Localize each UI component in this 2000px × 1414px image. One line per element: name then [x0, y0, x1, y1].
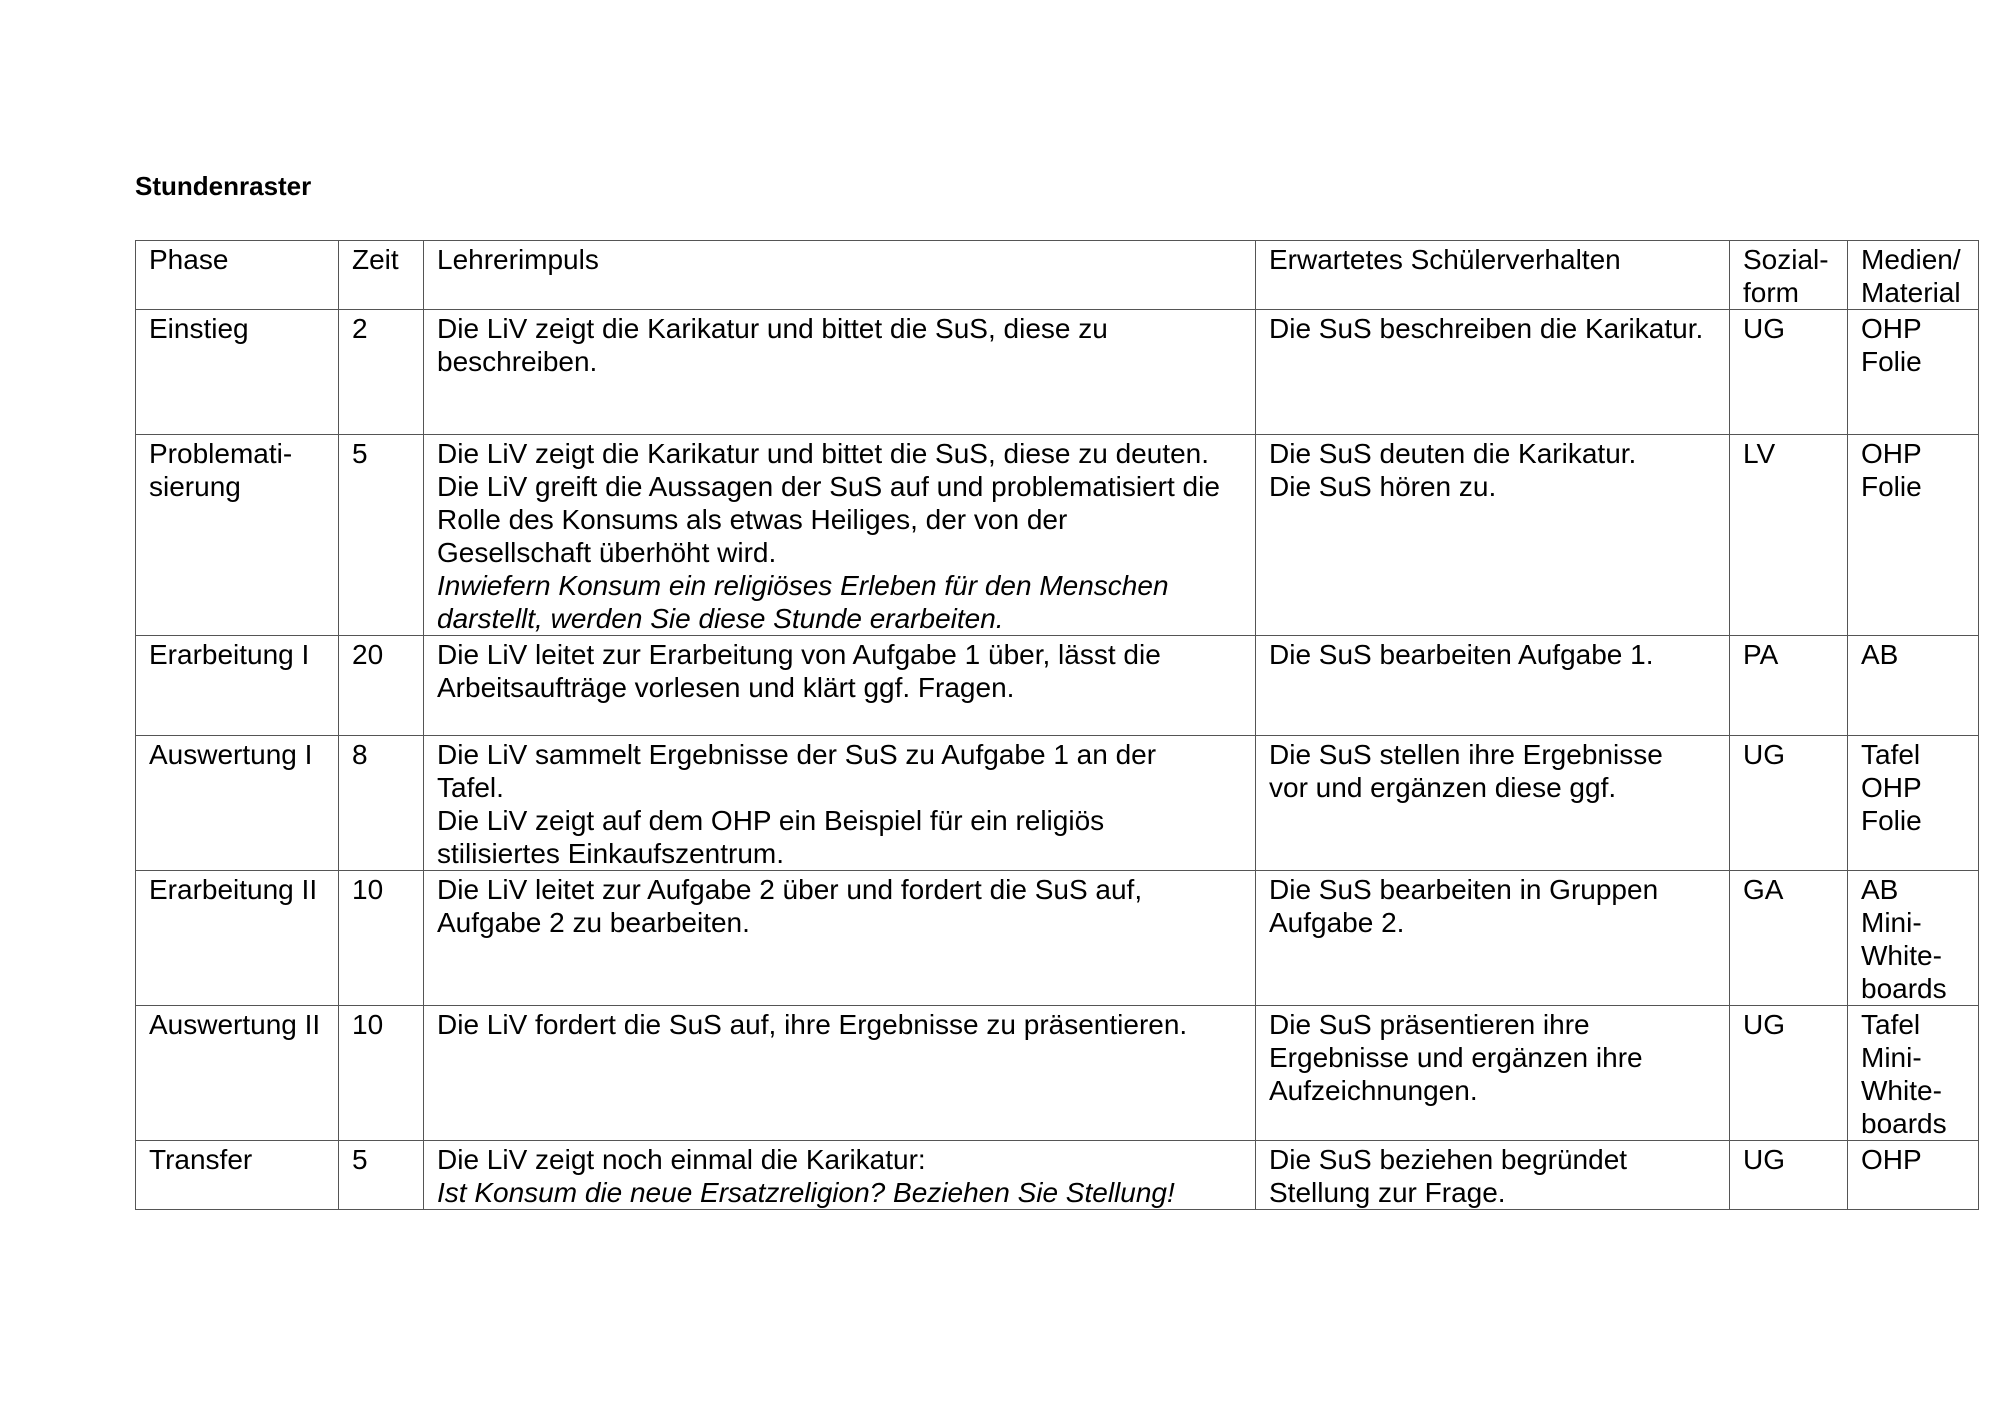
medien-text: boards: [1861, 1108, 1947, 1139]
cell-zeit: [339, 736, 424, 871]
sozialform-text: GA: [1743, 874, 1784, 905]
cell-medien: [1848, 871, 1979, 1006]
cell-zeit: [339, 636, 424, 736]
cell-schuelerverhalten: [1256, 310, 1730, 435]
column-header-phase: [136, 241, 339, 310]
zeit-text: 20: [352, 639, 384, 670]
cell-medien: [1848, 1006, 1979, 1141]
lehrerimpuls-text: Aufgabe 2 zu bearbeiten.: [437, 907, 750, 938]
cell-schuelerverhalten: [1256, 636, 1730, 736]
zeit-text: 8: [352, 739, 368, 770]
sozialform-text: LV: [1743, 438, 1776, 469]
table-row: [136, 435, 1979, 636]
cell-zeit: [339, 310, 424, 435]
medien-text: White-: [1861, 940, 1942, 971]
schuelerverhalten-text: Die SuS deuten die Karikatur.: [1269, 438, 1637, 469]
cell-lehrerimpuls: [424, 1141, 1256, 1210]
sozialform-text: UG: [1743, 1144, 1785, 1175]
schuelerverhalten-text: Aufzeichnungen.: [1269, 1075, 1478, 1106]
header-text: Erwartetes Schülerverhalten: [1269, 244, 1621, 275]
phase-text: sierung: [149, 471, 241, 502]
column-header-lehrer: [424, 241, 1256, 310]
phase-text: Erarbeitung I: [149, 639, 310, 670]
column-header-schueler: [1256, 241, 1730, 310]
column-header-zeit: [339, 241, 424, 310]
cell-lehrerimpuls: [424, 636, 1256, 736]
cell-zeit: [339, 1006, 424, 1141]
cell-medien: [1848, 636, 1979, 736]
lehrerimpuls-text: Inwiefern Konsum ein religiöses Erleben für den Menschen: [437, 570, 1169, 601]
lehrerimpuls-text: Ist Konsum die neue Ersatzreligion? Beziehen Sie Stellung!: [437, 1177, 1175, 1208]
cell-sozialform: [1730, 435, 1848, 636]
cell-lehrerimpuls: [424, 736, 1256, 871]
cell-medien: [1848, 435, 1979, 636]
sozialform-text: UG: [1743, 739, 1785, 770]
table-row: [136, 1006, 1979, 1141]
sozialform-text: UG: [1743, 1009, 1785, 1040]
phase-text: Erarbeitung II: [149, 874, 318, 905]
zeit-text: 5: [352, 1144, 368, 1175]
cell-sozialform: [1730, 1141, 1848, 1210]
zeit-text: 2: [352, 313, 368, 344]
cell-sozialform: [1730, 310, 1848, 435]
medien-text: Mini-: [1861, 1042, 1922, 1073]
cell-sozialform: [1730, 1006, 1848, 1141]
cell-zeit: [339, 871, 424, 1006]
header-text: Medien/: [1861, 244, 1961, 275]
lehrerimpuls-text: Tafel.: [437, 772, 504, 803]
medien-text: OHP: [1861, 1144, 1922, 1175]
schuelerverhalten-text: Die SuS präsentieren ihre: [1269, 1009, 1590, 1040]
medien-text: Folie: [1861, 471, 1922, 502]
cell-phase: [136, 871, 339, 1006]
schuelerverhalten-text: Die SuS stellen ihre Ergebnisse: [1269, 739, 1663, 770]
schuelerverhalten-text: Die SuS bearbeiten Aufgabe 1.: [1269, 639, 1654, 670]
header-text: Phase: [149, 244, 229, 275]
lesson-plan-table: [135, 240, 1979, 1210]
header-text: form: [1743, 277, 1799, 308]
table-row: [136, 871, 1979, 1006]
lehrerimpuls-text: Die LiV zeigt die Karikatur und bittet die SuS, diese zu: [437, 313, 1108, 344]
cell-phase: [136, 736, 339, 871]
cell-sozialform: [1730, 871, 1848, 1006]
cell-phase: [136, 636, 339, 736]
medien-text: Tafel: [1861, 1009, 1921, 1040]
cell-medien: [1848, 736, 1979, 871]
schuelerverhalten-text: Stellung zur Frage.: [1269, 1177, 1506, 1208]
medien-text: Tafel: [1861, 739, 1921, 770]
lehrerimpuls-text: Die LiV greift die Aussagen der SuS auf und problematisiert die: [437, 471, 1220, 502]
cell-medien: [1848, 1141, 1979, 1210]
medien-text: OHP: [1861, 438, 1922, 469]
cell-zeit: [339, 435, 424, 636]
page-title: Stundenraster: [135, 171, 312, 201]
lehrerimpuls-text: beschreiben.: [437, 346, 598, 377]
medien-text: Mini-: [1861, 907, 1922, 938]
cell-schuelerverhalten: [1256, 435, 1730, 636]
lehrerimpuls-text: stilisiertes Einkaufszentrum.: [437, 838, 785, 869]
cell-lehrerimpuls: [424, 310, 1256, 435]
lehrerimpuls-text: Gesellschaft überhöht wird.: [437, 537, 777, 568]
zeit-text: 5: [352, 438, 368, 469]
zeit-text: 10: [352, 1009, 384, 1040]
cell-schuelerverhalten: [1256, 871, 1730, 1006]
lehrerimpuls-text: Arbeitsaufträge vorlesen und klärt ggf. Fragen.: [437, 672, 1015, 703]
medien-text: AB: [1861, 874, 1899, 905]
sozialform-text: UG: [1743, 313, 1785, 344]
cell-sozialform: [1730, 636, 1848, 736]
lehrerimpuls-text: Die LiV zeigt die Karikatur und bittet die SuS, diese zu deuten.: [437, 438, 1210, 469]
cell-zeit: [339, 1141, 424, 1210]
header-text: Lehrerimpuls: [437, 244, 599, 275]
lehrerimpuls-text: Die LiV fordert die SuS auf, ihre Ergebnisse zu präsentieren.: [437, 1009, 1188, 1040]
phase-text: Einstieg: [149, 313, 249, 344]
lehrerimpuls-text: Die LiV zeigt noch einmal die Karikatur:: [437, 1144, 926, 1175]
cell-phase: [136, 1006, 339, 1141]
cell-lehrerimpuls: [424, 871, 1256, 1006]
table-header-row: [136, 241, 1979, 310]
medien-text: White-: [1861, 1075, 1942, 1106]
phase-text: Auswertung II: [149, 1009, 321, 1040]
column-header-medien: [1848, 241, 1979, 310]
header-text: Material: [1861, 277, 1961, 308]
table-row: [136, 1141, 1979, 1210]
lehrerimpuls-text: darstellt, werden Sie diese Stunde erarbeiten.: [437, 603, 1004, 634]
medien-text: OHP: [1861, 313, 1922, 344]
medien-text: Folie: [1861, 805, 1922, 836]
schuelerverhalten-text: Die SuS bearbeiten in Gruppen: [1269, 874, 1659, 905]
lehrerimpuls-text: Die LiV leitet zur Aufgabe 2 über und fordert die SuS auf,: [437, 874, 1143, 905]
medien-text: AB: [1861, 639, 1899, 670]
header-text: Zeit: [352, 244, 399, 275]
schuelerverhalten-text: vor und ergänzen diese ggf.: [1269, 772, 1617, 803]
schuelerverhalten-text: Die SuS hören zu.: [1269, 471, 1497, 502]
cell-lehrerimpuls: [424, 1006, 1256, 1141]
lehrerimpuls-text: Die LiV leitet zur Erarbeitung von Aufgabe 1 über, lässt die: [437, 639, 1161, 670]
header-text: Sozial-: [1743, 244, 1829, 275]
medien-text: Folie: [1861, 346, 1922, 377]
phase-text: Transfer: [149, 1144, 253, 1175]
cell-phase: [136, 1141, 339, 1210]
cell-sozialform: [1730, 736, 1848, 871]
cell-phase: [136, 435, 339, 636]
table-row: [136, 736, 1979, 871]
phase-text: Problemati-: [149, 438, 293, 469]
zeit-text: 10: [352, 874, 384, 905]
cell-schuelerverhalten: [1256, 736, 1730, 871]
cell-lehrerimpuls: [424, 435, 1256, 636]
cell-schuelerverhalten: [1256, 1006, 1730, 1141]
phase-text: Auswertung I: [149, 739, 313, 770]
column-header-sozialform: [1730, 241, 1848, 310]
table-row: [136, 310, 1979, 435]
cell-phase: [136, 310, 339, 435]
sozialform-text: PA: [1743, 639, 1779, 670]
lehrerimpuls-text: Rolle des Konsums als etwas Heiliges, der von der: [437, 504, 1068, 535]
cell-medien: [1848, 310, 1979, 435]
schuelerverhalten-text: Die SuS beschreiben die Karikatur.: [1269, 313, 1704, 344]
cell-schuelerverhalten: [1256, 1141, 1730, 1210]
schuelerverhalten-text: Aufgabe 2.: [1269, 907, 1405, 938]
schuelerverhalten-text: Ergebnisse und ergänzen ihre: [1269, 1042, 1643, 1073]
table-row: [136, 636, 1979, 736]
lehrerimpuls-text: Die LiV zeigt auf dem OHP ein Beispiel für ein religiös: [437, 805, 1105, 836]
schuelerverhalten-text: Die SuS beziehen begründet: [1269, 1144, 1628, 1175]
medien-text: boards: [1861, 973, 1947, 1004]
lehrerimpuls-text: Die LiV sammelt Ergebnisse der SuS zu Aufgabe 1 an der: [437, 739, 1157, 770]
medien-text: OHP: [1861, 772, 1922, 803]
